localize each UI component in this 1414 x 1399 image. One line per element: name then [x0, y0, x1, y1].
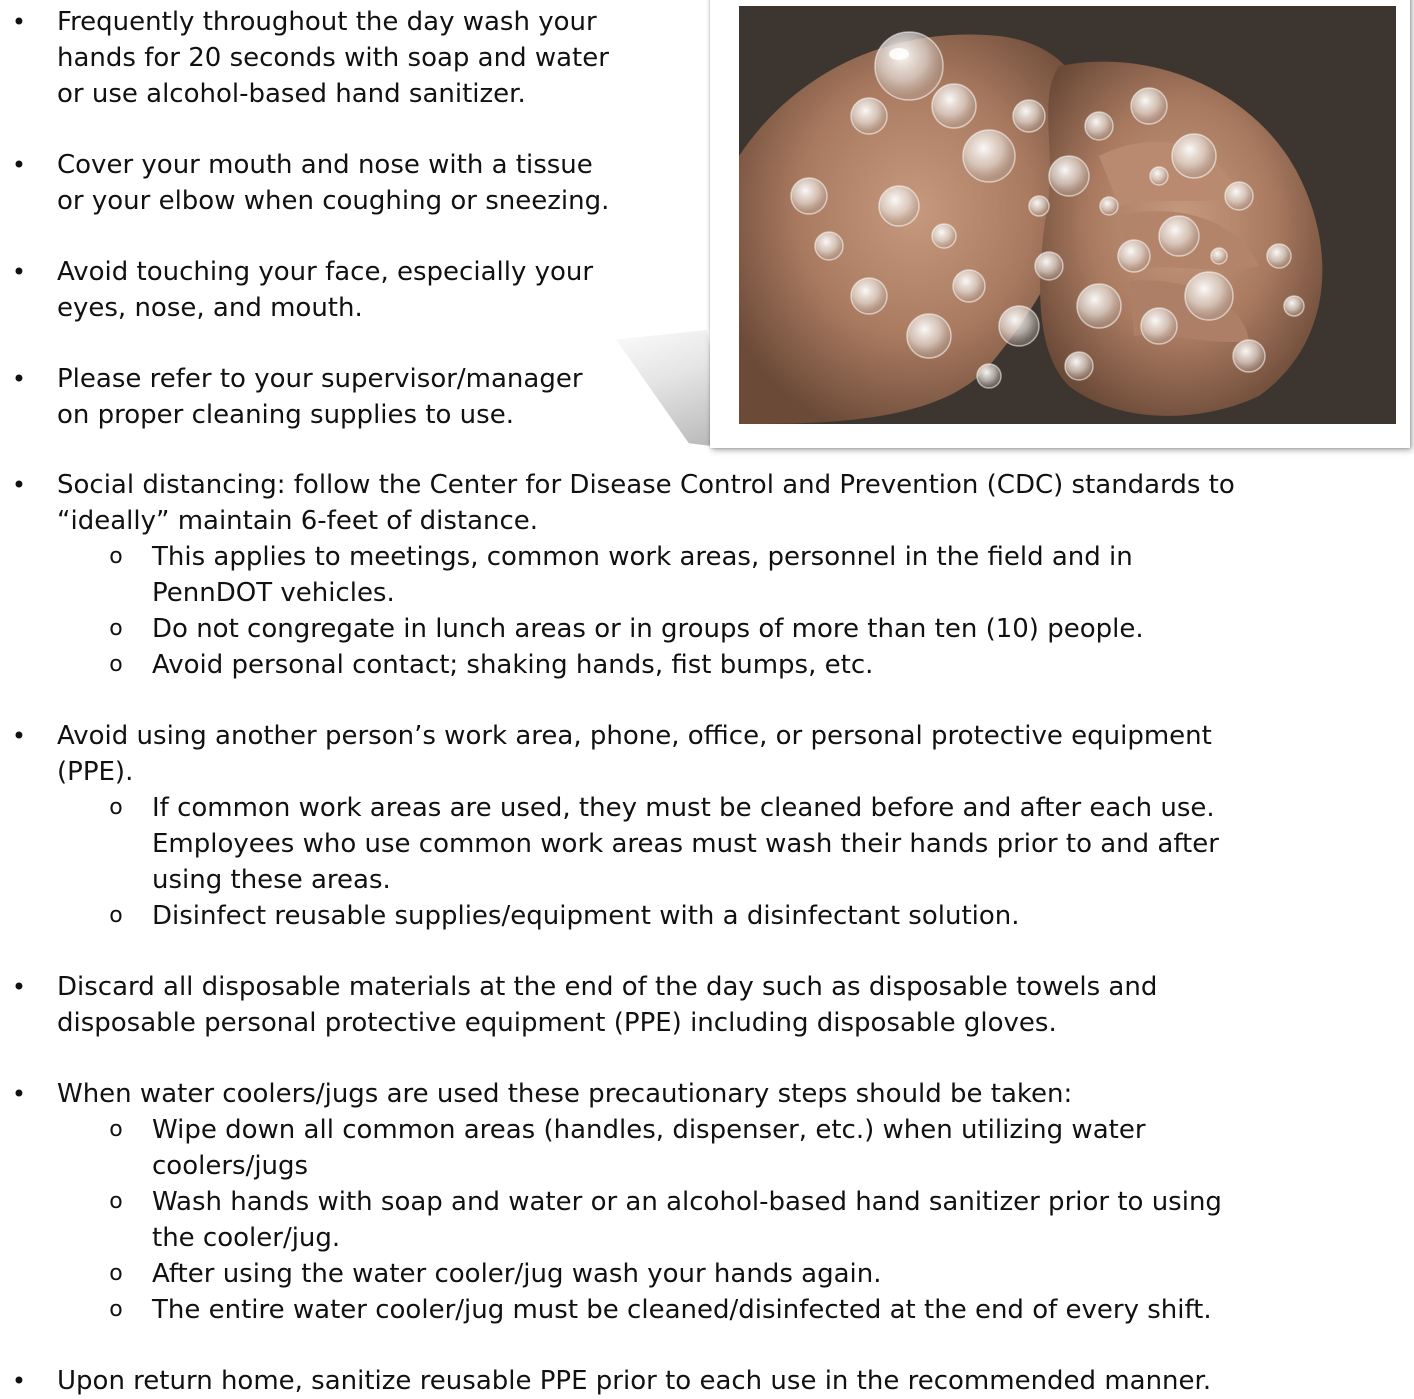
text-line: hands for 20 seconds with soap and water [57, 43, 609, 73]
text-line: Frequently throughout the day wash your [57, 7, 597, 37]
bullet-marker: • [11, 471, 27, 499]
bullet-marker: • [11, 722, 27, 750]
bullet-marker: • [11, 8, 27, 36]
bullet-marker: • [11, 151, 27, 179]
sub-bullet-marker: o [109, 544, 123, 569]
bullet-marker: • [11, 365, 27, 393]
text-line: eyes, nose, and mouth. [57, 293, 363, 323]
text-line: on proper cleaning supplies to use. [57, 400, 514, 430]
soapy-hands-illustration [739, 6, 1396, 424]
sub-bullet-marker: o [109, 1261, 123, 1286]
text-line: Disinfect reusable supplies/equipment with a disinfectant solution. [152, 901, 1020, 931]
text-line: When water coolers/jugs are used these precautionary steps should be taken: [57, 1079, 1073, 1109]
text-line: the cooler/jug. [152, 1223, 341, 1253]
text-line: If common work areas are used, they must be cleaned before and after each use. [152, 793, 1215, 823]
text-line: “ideally” maintain 6-feet of distance. [57, 506, 539, 536]
bullet-marker: • [11, 973, 27, 1001]
text-line: Social distancing: follow the Center for Disease Control and Prevention (CDC) standards to [57, 470, 1235, 500]
sub-bullet-marker: o [109, 1189, 123, 1214]
text-line: PennDOT vehicles. [152, 578, 395, 608]
text-line: Cover your mouth and nose with a tissue [57, 150, 593, 180]
text-line: coolers/jugs [152, 1151, 309, 1181]
sub-bullet-marker: o [109, 1117, 123, 1142]
text-line: disposable personal protective equipment (PPE) including disposable gloves. [57, 1008, 1057, 1038]
text-line: Wipe down all common areas (handles, dispenser, etc.) when utilizing water [152, 1115, 1146, 1145]
text-line: Avoid touching your face, especially your [57, 257, 594, 287]
text-line: This applies to meetings, common work areas, personnel in the field and in [152, 542, 1133, 572]
sub-bullet-marker: o [109, 616, 123, 641]
text-line: or use alcohol-based hand sanitizer. [57, 79, 526, 109]
text-line: Discard all disposable materials at the end of the day such as disposable towels and [57, 972, 1158, 1002]
text-line: The entire water cooler/jug must be cleaned/disinfected at the end of every shift. [152, 1295, 1212, 1325]
sub-bullet-marker: o [109, 795, 123, 820]
text-line: Employees who use common work areas must wash their hands prior to and after [152, 829, 1219, 859]
sub-bullet-marker: o [109, 652, 123, 677]
handwashing-photo [739, 6, 1396, 424]
sub-bullet-marker: o [109, 903, 123, 928]
bullet-marker: • [11, 1367, 27, 1395]
text-line: (PPE). [57, 757, 134, 787]
bullet-marker: • [11, 1080, 27, 1108]
sub-bullet-marker: o [109, 1297, 123, 1322]
text-line: Wash hands with soap and water or an alcohol-based hand sanitizer prior to using [152, 1187, 1222, 1217]
bullet-marker: • [11, 258, 27, 286]
handwashing-photo-frame [710, 0, 1410, 448]
text-line: Please refer to your supervisor/manager [57, 364, 583, 394]
text-line: After using the water cooler/jug wash your hands again. [152, 1259, 882, 1289]
text-line: or your elbow when coughing or sneezing. [57, 186, 610, 216]
text-line: Upon return home, sanitize reusable PPE prior to each use in the recommended manner. [57, 1366, 1212, 1396]
text-line: Do not congregate in lunch areas or in groups of more than ten (10) people. [152, 614, 1144, 644]
text-line: using these areas. [152, 865, 391, 895]
photo-drop-shadow [588, 330, 728, 448]
text-line: Avoid using another person’s work area, phone, office, or personal protective equipment [57, 721, 1212, 751]
text-line: Avoid personal contact; shaking hands, fist bumps, etc. [152, 650, 874, 680]
